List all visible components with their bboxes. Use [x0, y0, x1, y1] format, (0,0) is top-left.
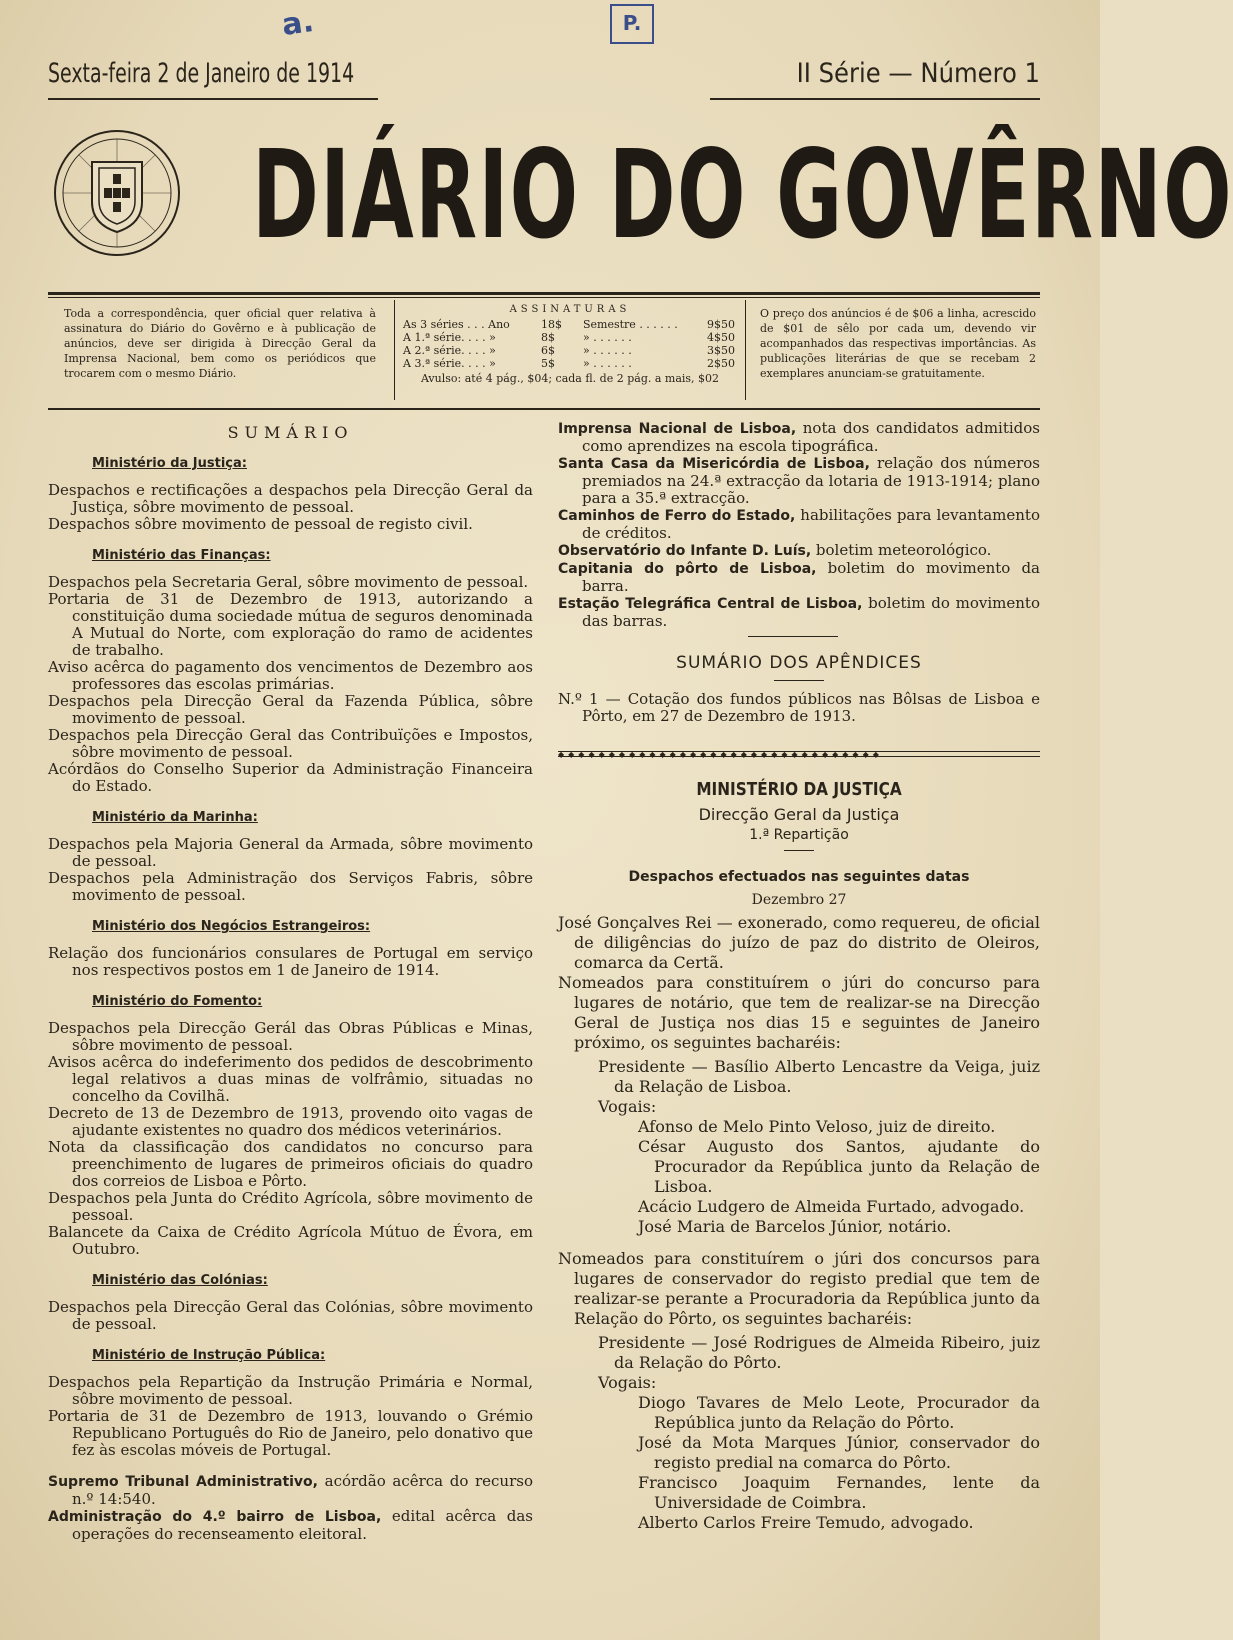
- entry-text: acórdão acêrca do recurso n.º 14:540.: [72, 1472, 533, 1508]
- entry-text: relação dos números premiados na 24.ª extracção da lotaria de 1913-1914; plano para a 35.ª extracção.: [582, 454, 1040, 507]
- entry-organization: Imprensa Nacional de Lisboa,: [558, 421, 797, 437]
- summary-entry: Despachos pela Secretaria Geral, sôbre movimento de pessoal.: [48, 573, 529, 591]
- jury-member: José da Mota Marques Júnior, conservador do registo predial na comarca do Pôrto.: [638, 1433, 1040, 1472]
- summary-tail: [48, 1473, 533, 1543]
- summary-entry: Relação dos funcionários consulares de Portugal em serviço nos respectivos postos em 1 de Janeiro de 1914.: [48, 944, 533, 979]
- jury-members-list: [558, 1393, 1040, 1533]
- summary-entry: [558, 507, 1040, 542]
- summary-entry: Despachos pela Majoria General da Armada, sôbre movimento de pessoal.: [48, 835, 533, 870]
- summary-entry: Despachos pela Administração dos Serviços Fabris, sôbre movimento de pessoal.: [48, 869, 533, 904]
- subscription-semester-label: » . . . . . .: [583, 331, 632, 344]
- summary-entry: Decreto de 13 de Dezembro de 1913, provendo oito vagas de ajudante existentes no quadro dos médicos veterinários.: [48, 1104, 533, 1139]
- single-issue-price: Avulso: até 4 pág., $04; cada fl. de 2 pág. a mais, $02: [420, 372, 720, 385]
- subscription-semester-price: 3$50: [707, 344, 735, 357]
- subscription-year-price: 5$: [541, 357, 555, 370]
- ministry-summary-heading: Ministério de Instrução Pública:: [92, 1348, 326, 1363]
- subscription-year-price: 6$: [541, 344, 555, 357]
- section-rule: [748, 636, 838, 637]
- summary-entry: Despachos pela Direcção Geral da Fazenda Pública, sôbre movimento de pessoal.: [48, 692, 533, 727]
- dispatch-date: Dezembro 27: [751, 892, 847, 908]
- jury-members-label: Vogais:: [598, 1373, 657, 1392]
- summary-entry: [558, 455, 1040, 507]
- summary-continued: [558, 420, 1040, 630]
- subscription-rows: [395, 317, 745, 369]
- subscription-row: [395, 330, 745, 343]
- summary-entry: Balancete da Caixa de Crédito Agrícola Mútuo de Évora, em Outubro.: [48, 1223, 533, 1258]
- appendix-summary-title: SUMÁRIO DOS APÊNDICES: [676, 653, 922, 673]
- ministry-summary-heading: Ministério dos Negócios Estrangeiros:: [92, 919, 371, 934]
- masthead-rule-thin: [48, 297, 1040, 298]
- issue-series-number: II Série — Número 1: [796, 58, 1040, 89]
- entry-organization: Supremo Tribunal Administrativo,: [48, 1474, 318, 1490]
- subscription-row: [395, 343, 745, 356]
- coat-of-arms-emblem: [52, 124, 182, 262]
- subscription-semester-price: 9$50: [707, 318, 735, 331]
- ministry-heading: MINISTÉRIO DA JUSTIÇA: [696, 779, 902, 800]
- masthead-rule: [48, 292, 1040, 295]
- entry-organization: Estação Telegráfica Central de Lisboa,: [558, 596, 863, 612]
- subscription-semester-label: Semestre . . . . . .: [583, 318, 678, 331]
- entry-organization: Caminhos de Ferro do Estado,: [558, 508, 796, 524]
- department-heading: 1.ª Repartição: [749, 827, 849, 843]
- dispatches-heading: Despachos efectuados nas seguintes datas: [628, 869, 970, 885]
- entry-text: nota dos candidatos admitidos como aprendizes na escola tipográfica.: [582, 419, 1041, 455]
- entry-text: boletim do movimento das barras.: [582, 594, 1040, 630]
- subscription-label: A 2.ª série. . . . »: [403, 344, 496, 357]
- archive-stamp-letter: a.: [279, 3, 316, 44]
- summary-title: SUMÁRIO: [227, 423, 354, 442]
- subscription-table: [394, 300, 746, 400]
- jury-member: Francisco Joaquim Fernandes, lente da Universidade de Coimbra.: [638, 1473, 1040, 1512]
- summary-column: [48, 420, 533, 1543]
- dateline-rule-left: [48, 98, 378, 100]
- subscription-semester-price: 4$50: [707, 331, 735, 344]
- correspondence-notice: Toda a correspondência, quer oficial quer relativa à assinatura do Diário do Govêrno e à publicação de anúncios, deve ser dirigida à Direcção Geral da Imprensa Nacional, bem como os periódicos que trocarem com o mesmo Diário.: [64, 307, 376, 380]
- ministry-summary-heading: Ministério das Finanças:: [92, 548, 271, 563]
- section-rule: [774, 680, 824, 681]
- ministry-summary-heading: Ministério da Marinha:: [92, 810, 258, 825]
- jury-member: Diogo Tavares de Melo Leote, Procurador da República junto da Relação do Pôrto.: [638, 1393, 1040, 1432]
- dispatch-body: [558, 913, 1040, 1533]
- dateline-rule-right: [710, 98, 1040, 100]
- entry-organization: Santa Casa da Misericórdia de Lisboa,: [558, 456, 870, 472]
- dispatch-paragraph: José Gonçalves Rei — exonerado, como requereu, de oficial de diligências do juízo de paz do distrito de Oleiros, comarca da Certã.: [558, 913, 1040, 972]
- jury-president: Presidente — José Rodrigues de Almeida Ribeiro, juiz da Relação do Pôrto.: [598, 1333, 1040, 1372]
- summary-entry: [558, 420, 1040, 455]
- entry-text: habilitações para levantamento de créditos.: [582, 506, 1040, 542]
- content-column: [558, 420, 1040, 1533]
- infobar-rule: [48, 408, 1040, 410]
- summary-entry: [48, 1508, 533, 1543]
- entry-text: boletim do movimento da barra.: [582, 559, 1040, 595]
- summary-entry: Acórdãos do Conselho Superior da Administração Financeira do Estado.: [48, 760, 533, 795]
- subscription-semester-price: 2$50: [707, 357, 735, 370]
- summary-entry: [558, 542, 1040, 560]
- subscription-label: As 3 séries . . . Ano: [403, 318, 510, 331]
- issue-date: Sexta-feira 2 de Janeiro de 1914: [48, 58, 355, 89]
- jury-member: Afonso de Melo Pinto Veloso, juiz de direito.: [638, 1117, 996, 1136]
- entry-organization: Observatório do Infante D. Luís,: [558, 543, 812, 559]
- subscription-info-bar: [48, 300, 1040, 408]
- summary-entry: Despachos sôbre movimento de pessoal de registo civil.: [48, 515, 473, 533]
- dispatch-paragraph: Nomeados para constituírem o júri dos concursos para lugares de conservador do registo predial que tem de realizar-se perante a Procuradoria da República junto da Relação do Pôrto, os seguintes bacharéis:: [558, 1249, 1040, 1328]
- summary-entry: [48, 1473, 533, 1508]
- jury-member: José Maria de Barcelos Júnior, notário.: [638, 1217, 952, 1236]
- section-rule: [784, 850, 814, 851]
- summary-entry: Despachos pela Direcção Geral das Colónias, sôbre movimento de pessoal.: [48, 1298, 533, 1333]
- summary-sections: [48, 455, 533, 1459]
- subscription-label: A 3.ª série. . . . »: [403, 357, 496, 370]
- summary-entry: [558, 595, 1040, 630]
- summary-entry: Despachos pela Direcção Geral das Contribuïções e Impostos, sôbre movimento de pessoal.: [48, 726, 533, 761]
- summary-entry: Despachos pela Direcção Gerál das Obras Públicas e Minas, sôbre movimento de pessoal.: [48, 1019, 533, 1054]
- subscription-year-price: 18$: [541, 318, 562, 331]
- summary-entry: Nota da classificação dos candidatos no concurso para preenchimento de lugares de primeiros oficiais do quadro dos correios de Lisboa e Pôrto.: [48, 1138, 533, 1190]
- appendix-entry: N.º 1 — Cotação dos fundos públicos nas Bôlsas de Lisboa e Pôrto, em 27 de Dezembro de 1913.: [558, 690, 1040, 725]
- ornamental-divider: [558, 751, 1040, 757]
- jury-president: Presidente — Basílio Alberto Lencastre da Veiga, juiz da Relação de Lisboa.: [598, 1057, 1040, 1096]
- entry-text: edital acêrca das operações do recenseamento eleitoral.: [72, 1507, 533, 1543]
- subscription-semester-label: » . . . . . .: [583, 344, 632, 357]
- masthead-title: DIÁRIO DO GOVÊRNO: [252, 124, 1233, 266]
- directorate-heading: Direcção Geral da Justiça: [698, 805, 900, 824]
- entry-organization: Capitania do pôrto de Lisboa,: [558, 561, 817, 577]
- ministry-summary-heading: Ministério da Justiça:: [92, 456, 247, 471]
- subscription-year-price: 8$: [541, 331, 555, 344]
- summary-entry: Despachos pela Repartição da Instrução Primária e Normal, sôbre movimento de pessoal.: [48, 1373, 533, 1408]
- summary-entry: Portaria de 31 de Dezembro de 1913, autorizando a constituição duma sociedade mútua de seguros denominada A Mutual do Norte, com exploração do ramo de acidentes de trabalho.: [48, 590, 533, 659]
- jury-member: Alberto Carlos Freire Temudo, advogado.: [638, 1513, 974, 1532]
- entry-text: boletim meteorológico.: [811, 541, 992, 559]
- summary-entry: Despachos e rectificações a despachos pela Direcção Geral da Justiça, sôbre movimento de pessoal.: [48, 481, 533, 516]
- jury-member: César Augusto dos Santos, ajudante do Procurador da República junto da Relação de Lisboa.: [638, 1137, 1040, 1196]
- subscription-label: A 1.ª série. . . . »: [403, 331, 496, 344]
- summary-entry: Portaria de 31 de Dezembro de 1913, louvando o Grémio Republicano Português do Rio de Janeiro, pelo donativo que fez às escolas móveis de Portugal.: [48, 1407, 533, 1459]
- advertising-notice: O preço dos anúncios é de $06 a linha, acrescido de $01 de sêlo por cada um, devendo vir acompanhados das respectivas importâncias. As publicações literárias de que se recebam 2 exemplares anunciam-se gratuitamente.: [760, 307, 1036, 380]
- subscription-title: ASSINATURAS: [509, 304, 631, 315]
- dispatch-paragraph: Nomeados para constituírem o júri do concurso para lugares de notário, que tem de realizar-se na Direcção Geral de Justiça nos dias 15 e seguintes de Janeiro próximo, os seguintes bacharéis:: [558, 973, 1040, 1052]
- jury-member: Acácio Ludgero de Almeida Furtado, advogado.: [638, 1197, 1025, 1216]
- subscription-row: [395, 356, 745, 369]
- summary-entry: [558, 560, 1040, 595]
- jury-members-label: Vogais:: [598, 1097, 657, 1116]
- dateline: [48, 52, 1040, 102]
- jury-members-list: [558, 1117, 1040, 1237]
- subscription-semester-label: » . . . . . .: [583, 357, 632, 370]
- summary-entry: Aviso acêrca do pagamento dos vencimentos de Dezembro aos professores das escolas primárias.: [48, 658, 533, 693]
- entry-organization: Administração do 4.º bairro de Lisboa,: [48, 1509, 382, 1525]
- ministry-summary-heading: Ministério do Fomento:: [92, 994, 263, 1009]
- summary-entry: Despachos pela Junta do Crédito Agrícola, sôbre movimento de pessoal.: [48, 1189, 533, 1224]
- archive-stamp-box: P.: [610, 4, 654, 44]
- subscription-row: [395, 317, 745, 330]
- ministry-summary-heading: Ministério das Colónias:: [92, 1273, 268, 1288]
- summary-entry: Avisos acêrca do indeferimento dos pedidos de descobrimento legal relativos a duas minas de volfrâmio, situadas no concelho da Covilhã.: [48, 1053, 533, 1105]
